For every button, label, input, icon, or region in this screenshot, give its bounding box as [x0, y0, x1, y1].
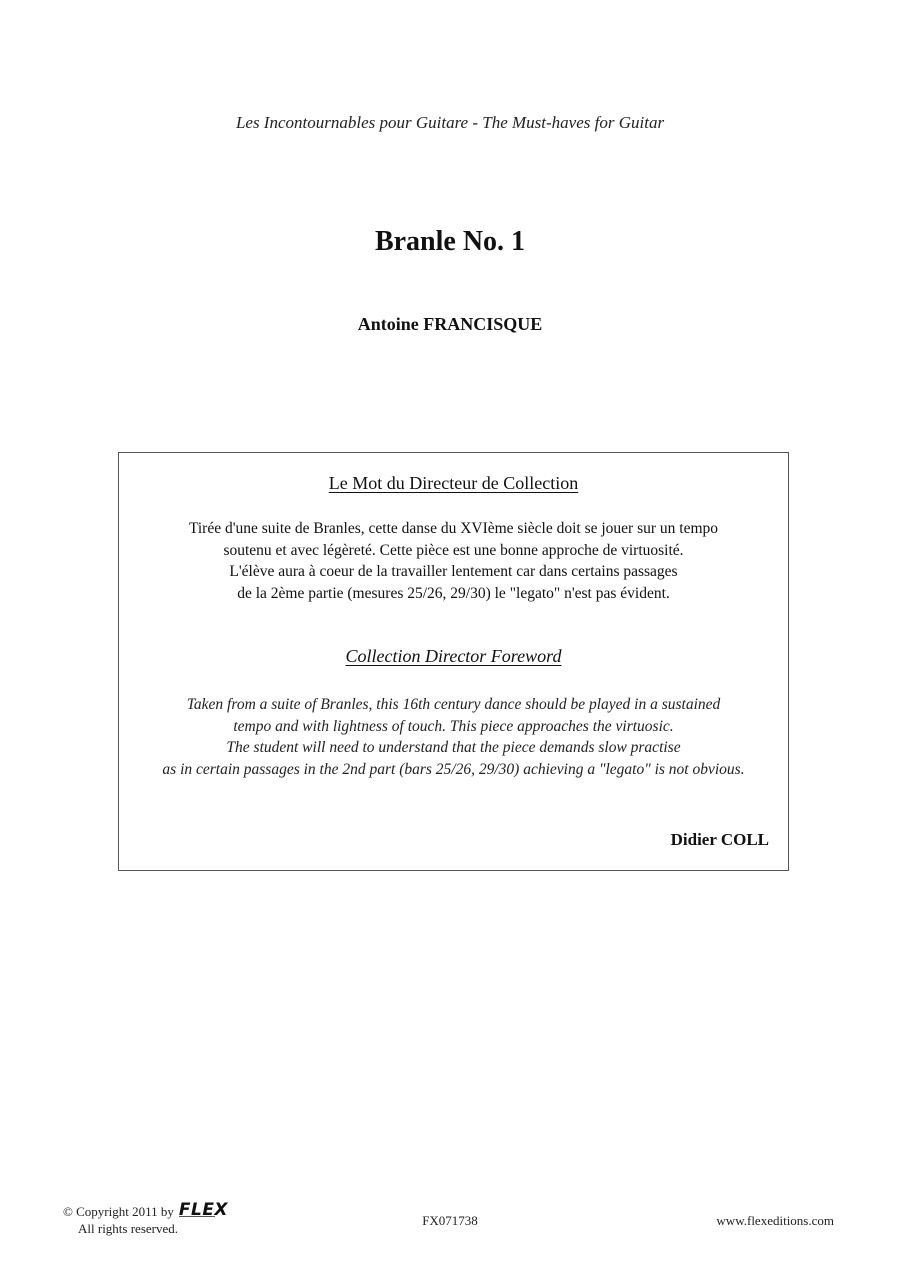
copyright-text: © Copyright 2011 by — [63, 1204, 174, 1219]
logo-text: FLEX — [178, 1200, 229, 1220]
website-url: www.flexeditions.com — [716, 1213, 834, 1228]
foreword-box — [118, 452, 789, 871]
french-line: soutenu et avec légèreté. Cette pièce est une bonne approche de virtuosité. — [223, 541, 684, 559]
composer-name: Antoine FRANCISQUE — [357, 314, 543, 334]
french-line: de la 2ème partie (mesures 25/26, 29/30) le "legato" n'est pas évident. — [237, 584, 670, 602]
french-line: Tirée d'une suite de Branles, cette danse du XVIème siècle doit se jouer sur un tempo — [188, 520, 719, 537]
french-foreword-text — [119, 518, 788, 604]
foreword-signature: Didier COLL — [670, 830, 769, 849]
piece-title: Branle No. 1 — [374, 226, 526, 257]
catalog-number: FX071738 — [422, 1213, 478, 1228]
french-foreword-heading: Le Mot du Directeur de Collection — [328, 473, 579, 493]
rights-text: All rights reserved. — [78, 1221, 179, 1236]
series-title: Les Incontournables pour Guitare - The Must-haves for Guitar — [235, 113, 665, 132]
english-line: as in certain passages in the 2nd part (bars 25/26, 29/30) achieving a "legato" is not obvious. — [162, 760, 745, 778]
english-foreword-text — [119, 694, 788, 780]
english-line: Taken from a suite of Branles, this 16th century dance should be played in a sustained — [186, 696, 721, 713]
english-line: The student will need to understand that the piece demands slow practise — [226, 739, 681, 756]
english-foreword-heading: Collection Director Foreword — [345, 646, 562, 666]
french-line: L'élève aura à coeur de la travailler lentement car dans certains passages — [229, 563, 678, 580]
english-line: tempo and with lightness of touch. This piece approaches the virtuosic. — [233, 717, 674, 735]
